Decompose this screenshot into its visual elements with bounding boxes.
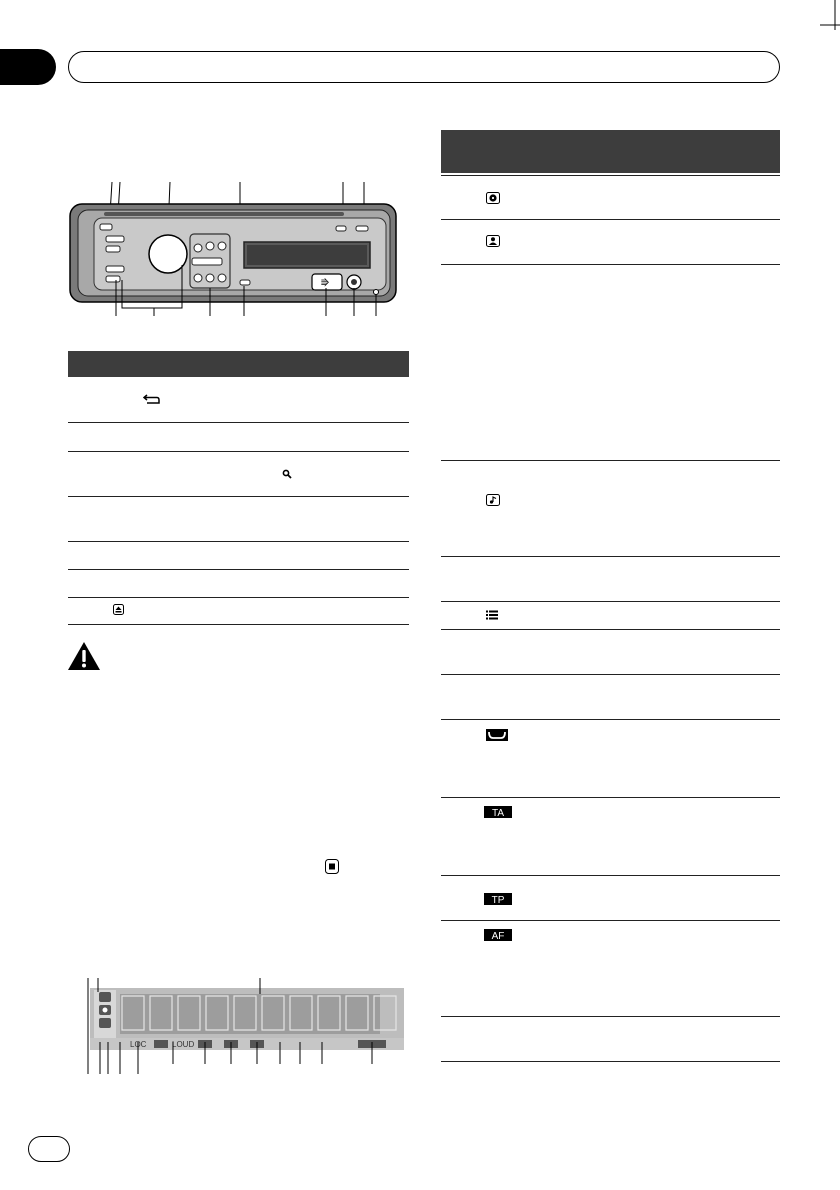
row-divider: [441, 875, 780, 876]
af-badge: [484, 929, 512, 941]
tp-badge: [484, 893, 512, 905]
row-divider: [68, 597, 409, 598]
chapter-tab: [0, 49, 56, 85]
right-table-header: [441, 130, 780, 173]
row-divider: [68, 496, 409, 497]
row-divider: [441, 460, 780, 461]
loc-segment: LOC: [130, 1040, 147, 1049]
display-figure: [80, 970, 410, 1080]
row-divider: [68, 624, 409, 625]
row-divider: [441, 797, 780, 798]
crop-marks: [760, 0, 840, 40]
loudness-icon: [486, 729, 508, 741]
row-divider: [441, 175, 780, 176]
row-divider: [441, 219, 780, 220]
svg-text:TP: TP: [491, 895, 505, 905]
music-note-icon: [486, 494, 500, 506]
left-table-header: [68, 351, 409, 377]
person-icon: [486, 235, 500, 247]
back-arrow-icon: [143, 393, 161, 405]
row-divider: [441, 674, 780, 675]
row-divider: [441, 719, 780, 720]
svg-text:AF: AF: [491, 931, 505, 941]
row-divider: [441, 629, 780, 630]
warning-icon: [67, 641, 101, 671]
row-divider: [441, 556, 780, 557]
row-divider: [441, 1061, 780, 1062]
eject-icon: [113, 604, 124, 615]
page-number: [28, 1136, 70, 1162]
row-divider: [68, 451, 409, 452]
loud-segment: LOUD: [172, 1040, 195, 1049]
svg-text:⭆: ⭆: [321, 279, 330, 289]
row-divider: [441, 920, 780, 921]
list-icon: [486, 610, 498, 620]
row-divider: [441, 1016, 780, 1017]
ta-badge: [484, 806, 512, 818]
row-divider: [68, 569, 409, 570]
row-divider: [68, 541, 409, 542]
head-unit-figure: [64, 170, 410, 330]
stop-icon: [325, 859, 339, 874]
row-divider: [441, 601, 780, 602]
section-title-bar: [68, 51, 780, 83]
row-divider: [441, 264, 780, 265]
row-divider: [68, 422, 409, 423]
svg-text:TA: TA: [491, 808, 505, 818]
disc-icon: [486, 192, 500, 204]
search-icon: [282, 469, 292, 479]
